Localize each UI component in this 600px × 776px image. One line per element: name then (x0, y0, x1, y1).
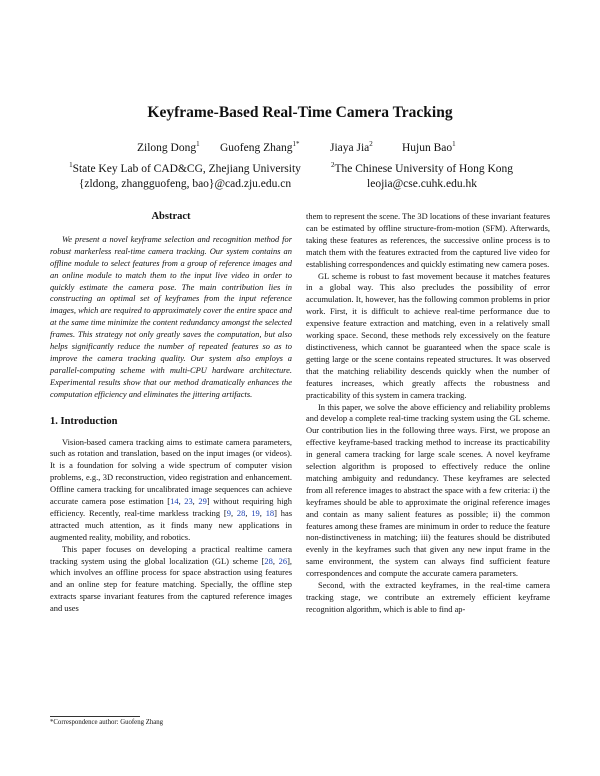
affiliation-email: leojia@cse.cuhk.edu.hk (367, 177, 477, 190)
left-column (50, 211, 292, 615)
abstract-heading: Abstract (151, 211, 191, 222)
body-paragraph: them to represent the scene. The 3D locations of these invariant features can be estimated by offline structure-from-motion (SFM). Afterwards, taking these features as references, the successive online process is to match them with the features extracted from the captured live video for establishing correspondences and quickly estimating new camera poses. (306, 211, 550, 269)
citation-link[interactable]: 18 (265, 507, 275, 518)
citation-link[interactable]: 26 (278, 555, 288, 566)
section-heading: 1. Introduction (50, 415, 118, 427)
paper-title: Keyframe-Based Real-Time Camera Tracking (147, 104, 453, 121)
right-column (306, 211, 550, 616)
affiliation-name: $^2$The Chinese University of Hong Kong (330, 161, 514, 175)
affiliation-right (322, 158, 522, 192)
author-list (0, 140, 600, 156)
footnote: *Correspondence author: Guofeng Zhang (50, 719, 164, 726)
citation-link[interactable]: 29 (198, 496, 207, 507)
citation-link[interactable]: 28 (236, 507, 246, 518)
body-paragraph: Second, with the extracted keyframes, in the real-time camera tracking stage, we contribute an extremely efficient keyframe recognition algorithm, which is able to find ap- (306, 580, 550, 614)
citation-link[interactable]: 28 (264, 555, 273, 566)
intro-paragraph: This paper focuses on developing a practical realtime camera tracking system using the global localization (GL) scheme [28, 26], which involves an offline process for space abstraction using features and an online step for feature matching. Specially, the offline step extracts sparse invariant features from the captured reference images and uses (50, 543, 292, 614)
author: Zilong Dong$^1$ (137, 140, 200, 154)
author: Guofeng Zhang$^{1*}$ (220, 140, 300, 154)
citation-link[interactable]: 23 (184, 496, 193, 507)
body-paragraph: In this paper, we solve the above efficiency and reliability problems and develop a complete real-time tracking system using the GL scheme. Our contribution lies in the following three ways. First, we propose an effective keyframe-based tracking method to increase its practicability in general camera tracking for large scale scenes. A novel keyframe selection algorithm is proposed to effectively reduce the online matching ambiguity and redundancy. These keyframes are selected from all reference images to abstract the space with a few criteria: i) the keyframes should be able to approximate the original reference images and contain as many salient features as possible; ii) the common features among these frames are minimum in order to reduce the feature non-distinctiveness in matching; iii) the features should be distributed evenly in the keyframes such that given any new input frame in the same environment, the system can always find sufficient feature correspondences and compute the accurate camera parameters. (306, 401, 550, 579)
affiliation-email: {zldong, zhangguofeng, bao}@cad.zju.edu.cn (78, 177, 292, 190)
affiliation-name: $^1$State Key Lab of CAD&CG, Zhejiang University (69, 161, 301, 175)
citation-link[interactable]: 14 (170, 496, 179, 507)
citation-link[interactable]: 19 (251, 507, 260, 518)
body-paragraph: GL scheme is robust to fast movement because it matches features in a global way. This also precludes the possibility of error accumulation. It, however, has the following common problems in prior work. First, it is difficult to achieve real-time performance due to expensive feature extraction and matching, even in a relatively small working space. Second, these methods rely excessively on the feature distinctiveness, which cannot be guaranteed when the space scale is getting large or the scene contains repeated structures. It was observed that the matching reliability descends quickly when the number of features increases, which greatly affects the robustness and practicability of this system in camera tracking. (306, 270, 550, 400)
affiliation-left (60, 158, 310, 192)
author: Hujun Bao$^1$ (402, 140, 456, 154)
footnote-rule (50, 716, 140, 717)
abstract-text: We present a novel keyframe selection and recognition method for robust markerless real-time camera tracking. Our system contains an offline module to select features from a group of reference images and an online module to match them to the input live video in order to quickly estimate the camera pose. The main contribution lies in constructing an optimal set of keyframes from the input reference images, which are required to approximately cover the entire space and at the same time minimize the content redundancy amongst the selected frames. This strategy not only greatly saves the computation, but also helps significantly reduce the number of repeated features so as to improve the camera tracking quality. Our system also employs a parallel-computing scheme with multi-CPU hardware architecture. Experimental results show that our method dramatically enhances the computation efficiency and eliminates the jittering artifacts. (50, 233, 292, 399)
author: Jiaya Jia$^2$ (330, 140, 373, 154)
citation-link[interactable]: 9 (226, 507, 231, 518)
intro-paragraph: Vision-based camera tracking aims to estimate camera parameters, such as rotation and translation, based on the input images (or videos). It is a foundation for solving a wide spectrum of computer vision problems, e.g., 3D reconstruction, video registration and enhancement. Offline camera tracking for uncalibrated image sequences can achieve accurate camera pose estimation [14, 23, 29] without requiring high efficiency. Recently, real-time markless tracking [9, 28, 19, 18] has attracted much attention, as it finds many new applications in augmented reality, mobility, and robotics. (50, 436, 293, 542)
